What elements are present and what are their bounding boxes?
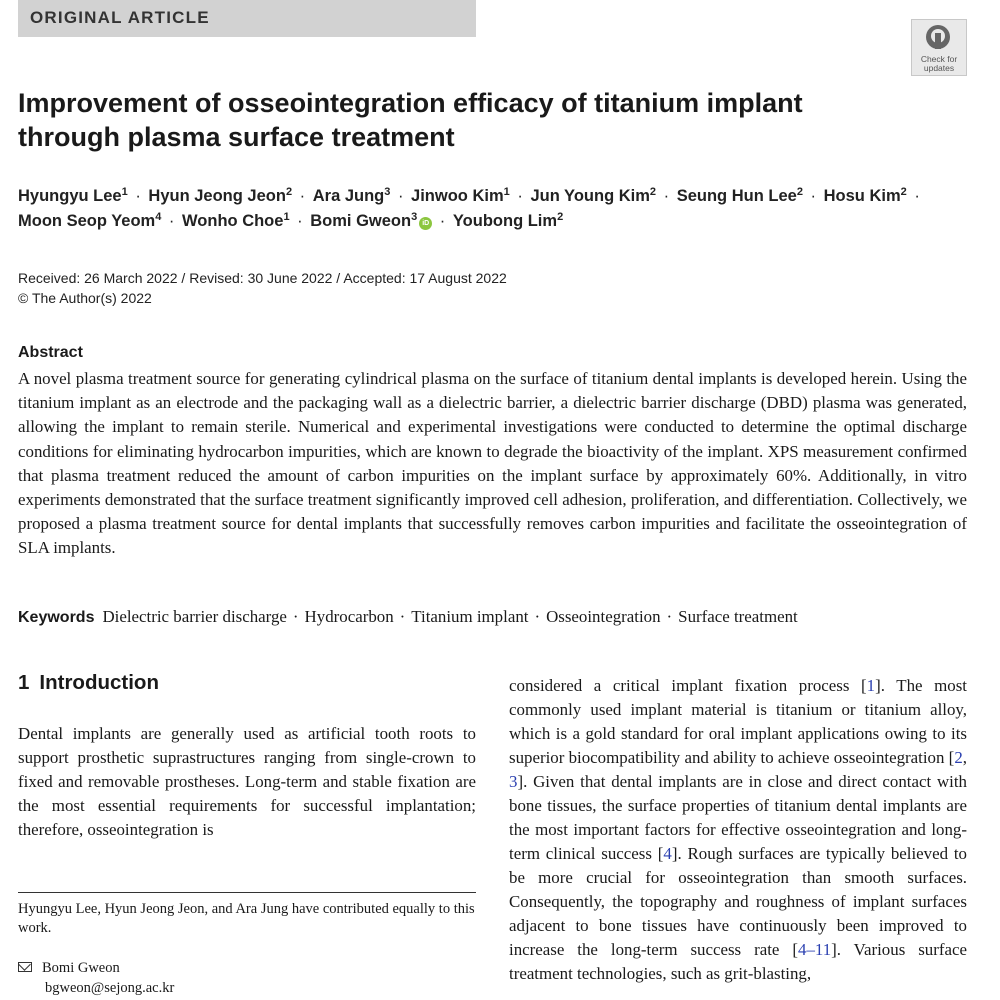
check-for-updates-button[interactable] (911, 19, 967, 76)
corresponding-author: Bomi Gweon (42, 960, 120, 976)
keyword: Surface treatment (678, 607, 798, 626)
section-heading (18, 671, 159, 695)
keywords-heading: Keywords (18, 609, 95, 626)
keyword: Titanium implant (411, 607, 529, 626)
correspondence (18, 958, 476, 998)
affiliation-marker: 2 (900, 186, 907, 198)
article-type-label: ORIGINAL ARTICLE (30, 8, 210, 27)
abstract-heading: Abstract (18, 344, 83, 361)
body-text: ]. The most commonly used implant material is titanium or titanium alloy, which is a gold standard for oral implant applications owing to its superior biocompatibility and ability to achieve osseointegration [ (509, 676, 967, 767)
envelope-icon (18, 962, 32, 972)
article-type-bar (18, 0, 476, 37)
affiliation-marker: 3 (411, 211, 418, 223)
author-list (18, 184, 968, 234)
author-separator: · (659, 187, 674, 205)
affiliation-marker: 1 (503, 186, 510, 198)
author-separator: · (909, 187, 920, 205)
citation-link[interactable]: 2 (954, 748, 963, 767)
keyword: Hydrocarbon (304, 607, 394, 626)
author-separator: · (164, 212, 180, 230)
citation-link[interactable]: 3 (509, 772, 518, 791)
affiliation-marker: 2 (285, 186, 293, 198)
citation-link[interactable]: 4 (663, 844, 672, 863)
orcid-icon[interactable]: iD (419, 217, 432, 230)
body-text: ]. Given that dental implants are in close and direct contact with bone tissues, the surface properties of titanium dental implants are the most important factors for effective osseointegration and long-term clinical success [ (509, 772, 967, 863)
intro-right-column (509, 674, 967, 986)
author-separator: · (295, 187, 310, 205)
section-title: Introduction (39, 671, 159, 694)
author-separator: · (393, 187, 409, 205)
citation-link[interactable]: 1 (866, 676, 876, 695)
crossmark-icon (926, 25, 950, 49)
keyword: Osseointegration (546, 607, 661, 626)
affiliation-marker: 2 (649, 186, 657, 198)
keyword: Dielectric barrier discharge (102, 607, 287, 626)
body-text: ]. Various surface treatment technologies, such as grit-blasting, (509, 940, 967, 983)
author-name[interactable]: Ara Jung (312, 187, 385, 205)
author-separator: · (292, 212, 308, 230)
article-dates (18, 268, 507, 308)
affiliation-marker: 1 (283, 211, 290, 223)
author-name[interactable]: Hyun Jeong Jeon (148, 187, 286, 205)
body-text: [ (861, 676, 867, 695)
received-dates: Received: 26 March 2022 / Revised: 30 June 2022 / Accepted: 17 August 2022 (18, 270, 507, 286)
author-name[interactable]: Seung Hun Lee (676, 187, 797, 205)
author-name[interactable]: Moon Seop Yeom (18, 212, 156, 230)
author-name[interactable]: Wonho Choe (182, 212, 284, 230)
corresponding-email-link[interactable]: bgweon@sejong.ac.kr (45, 980, 175, 996)
affiliation-marker: 4 (155, 211, 162, 223)
footnote: Hyungyu Lee, Hyun Jeong Jeon, and Ara Jung have contributed equally to this work. (18, 901, 475, 936)
body-text: considered a critical implant fixation process (509, 676, 862, 695)
keyword-separator: · (666, 607, 673, 626)
keywords (18, 605, 967, 630)
affiliation-marker: 2 (796, 186, 803, 198)
check-for-updates-label: Check for updates (920, 54, 958, 73)
footnote-divider (18, 892, 476, 893)
affiliation-marker: 1 (121, 186, 128, 198)
author-line-2 (18, 209, 968, 234)
author-name[interactable]: Hyungyu Lee (18, 187, 122, 205)
author-name[interactable]: Jinwoo Kim (411, 187, 504, 205)
author-name[interactable]: Bomi Gweon (310, 212, 412, 230)
copyright: © The Author(s) 2022 (18, 290, 152, 306)
body-text: ]. Rough surfaces are typically believed to be more crucial for osseointegration than smooth surfaces. Consequently, the topography and roughness of implant surfaces adjacent to bone tissues have continuously been improved to increase the long-term success rate [ (509, 844, 967, 959)
keyword-separator: · (534, 607, 541, 626)
author-separator: · (130, 187, 146, 205)
affiliation-marker: 2 (557, 211, 564, 223)
keyword-separator: · (399, 607, 406, 626)
section-number: 1 (18, 671, 30, 694)
author-line-1 (18, 184, 968, 209)
author-separator: · (435, 212, 450, 230)
author-name[interactable]: Hosu Kim (823, 187, 901, 205)
keyword-list (102, 607, 797, 626)
keyword-separator: · (292, 607, 299, 626)
abstract-text: A novel plasma treatment source for generating cylindrical plasma on the surface of titanium dental implants is developed herein. Using the titanium implant as an electrode and the packaging wall as a dielectric barrier, a dielectric barrier discharge (DBD) plasma was generated, allowing the implant to remain sterile. Numerical and experimental investigations were conducted to determine the optimal discharge conditions for eliminating hydrocarbon impurities, which are known to degrade the bioactivity of the implant. XPS measurement confirmed that plasma treatment reduced the amount of carbon impurities on the implant surface by approximately 60%. Additionally, in vitro experiments demonstrated that the surface treatment significantly improved cell adhesion, proliferation, and differentiation. Collectively, we proposed a plasma treatment source for dental implants that successfully removes carbon impurities and facilitate the osseointegration of SLA implants. (18, 369, 967, 558)
citation-link[interactable]: 4–11 (798, 940, 832, 959)
affiliation-marker: 3 (384, 186, 391, 198)
intro-left-column: Dental implants are generally used as artificial tooth roots to support prosthetic suprastructures ranging from single-crown to fixed and removable prostheses. Long-term and stable fixation are the most essential requirements for successful implantation; therefore, osseointegration is (18, 724, 476, 839)
author-name[interactable]: Jun Young Kim (530, 187, 650, 205)
author-name[interactable]: Youbong Lim (452, 212, 558, 230)
author-separator: · (805, 187, 821, 205)
body-text: , (962, 748, 967, 767)
article-title: Improvement of osseointegration efficacy of titanium implant through plasma surface treatment (18, 88, 803, 152)
author-separator: · (512, 187, 528, 205)
